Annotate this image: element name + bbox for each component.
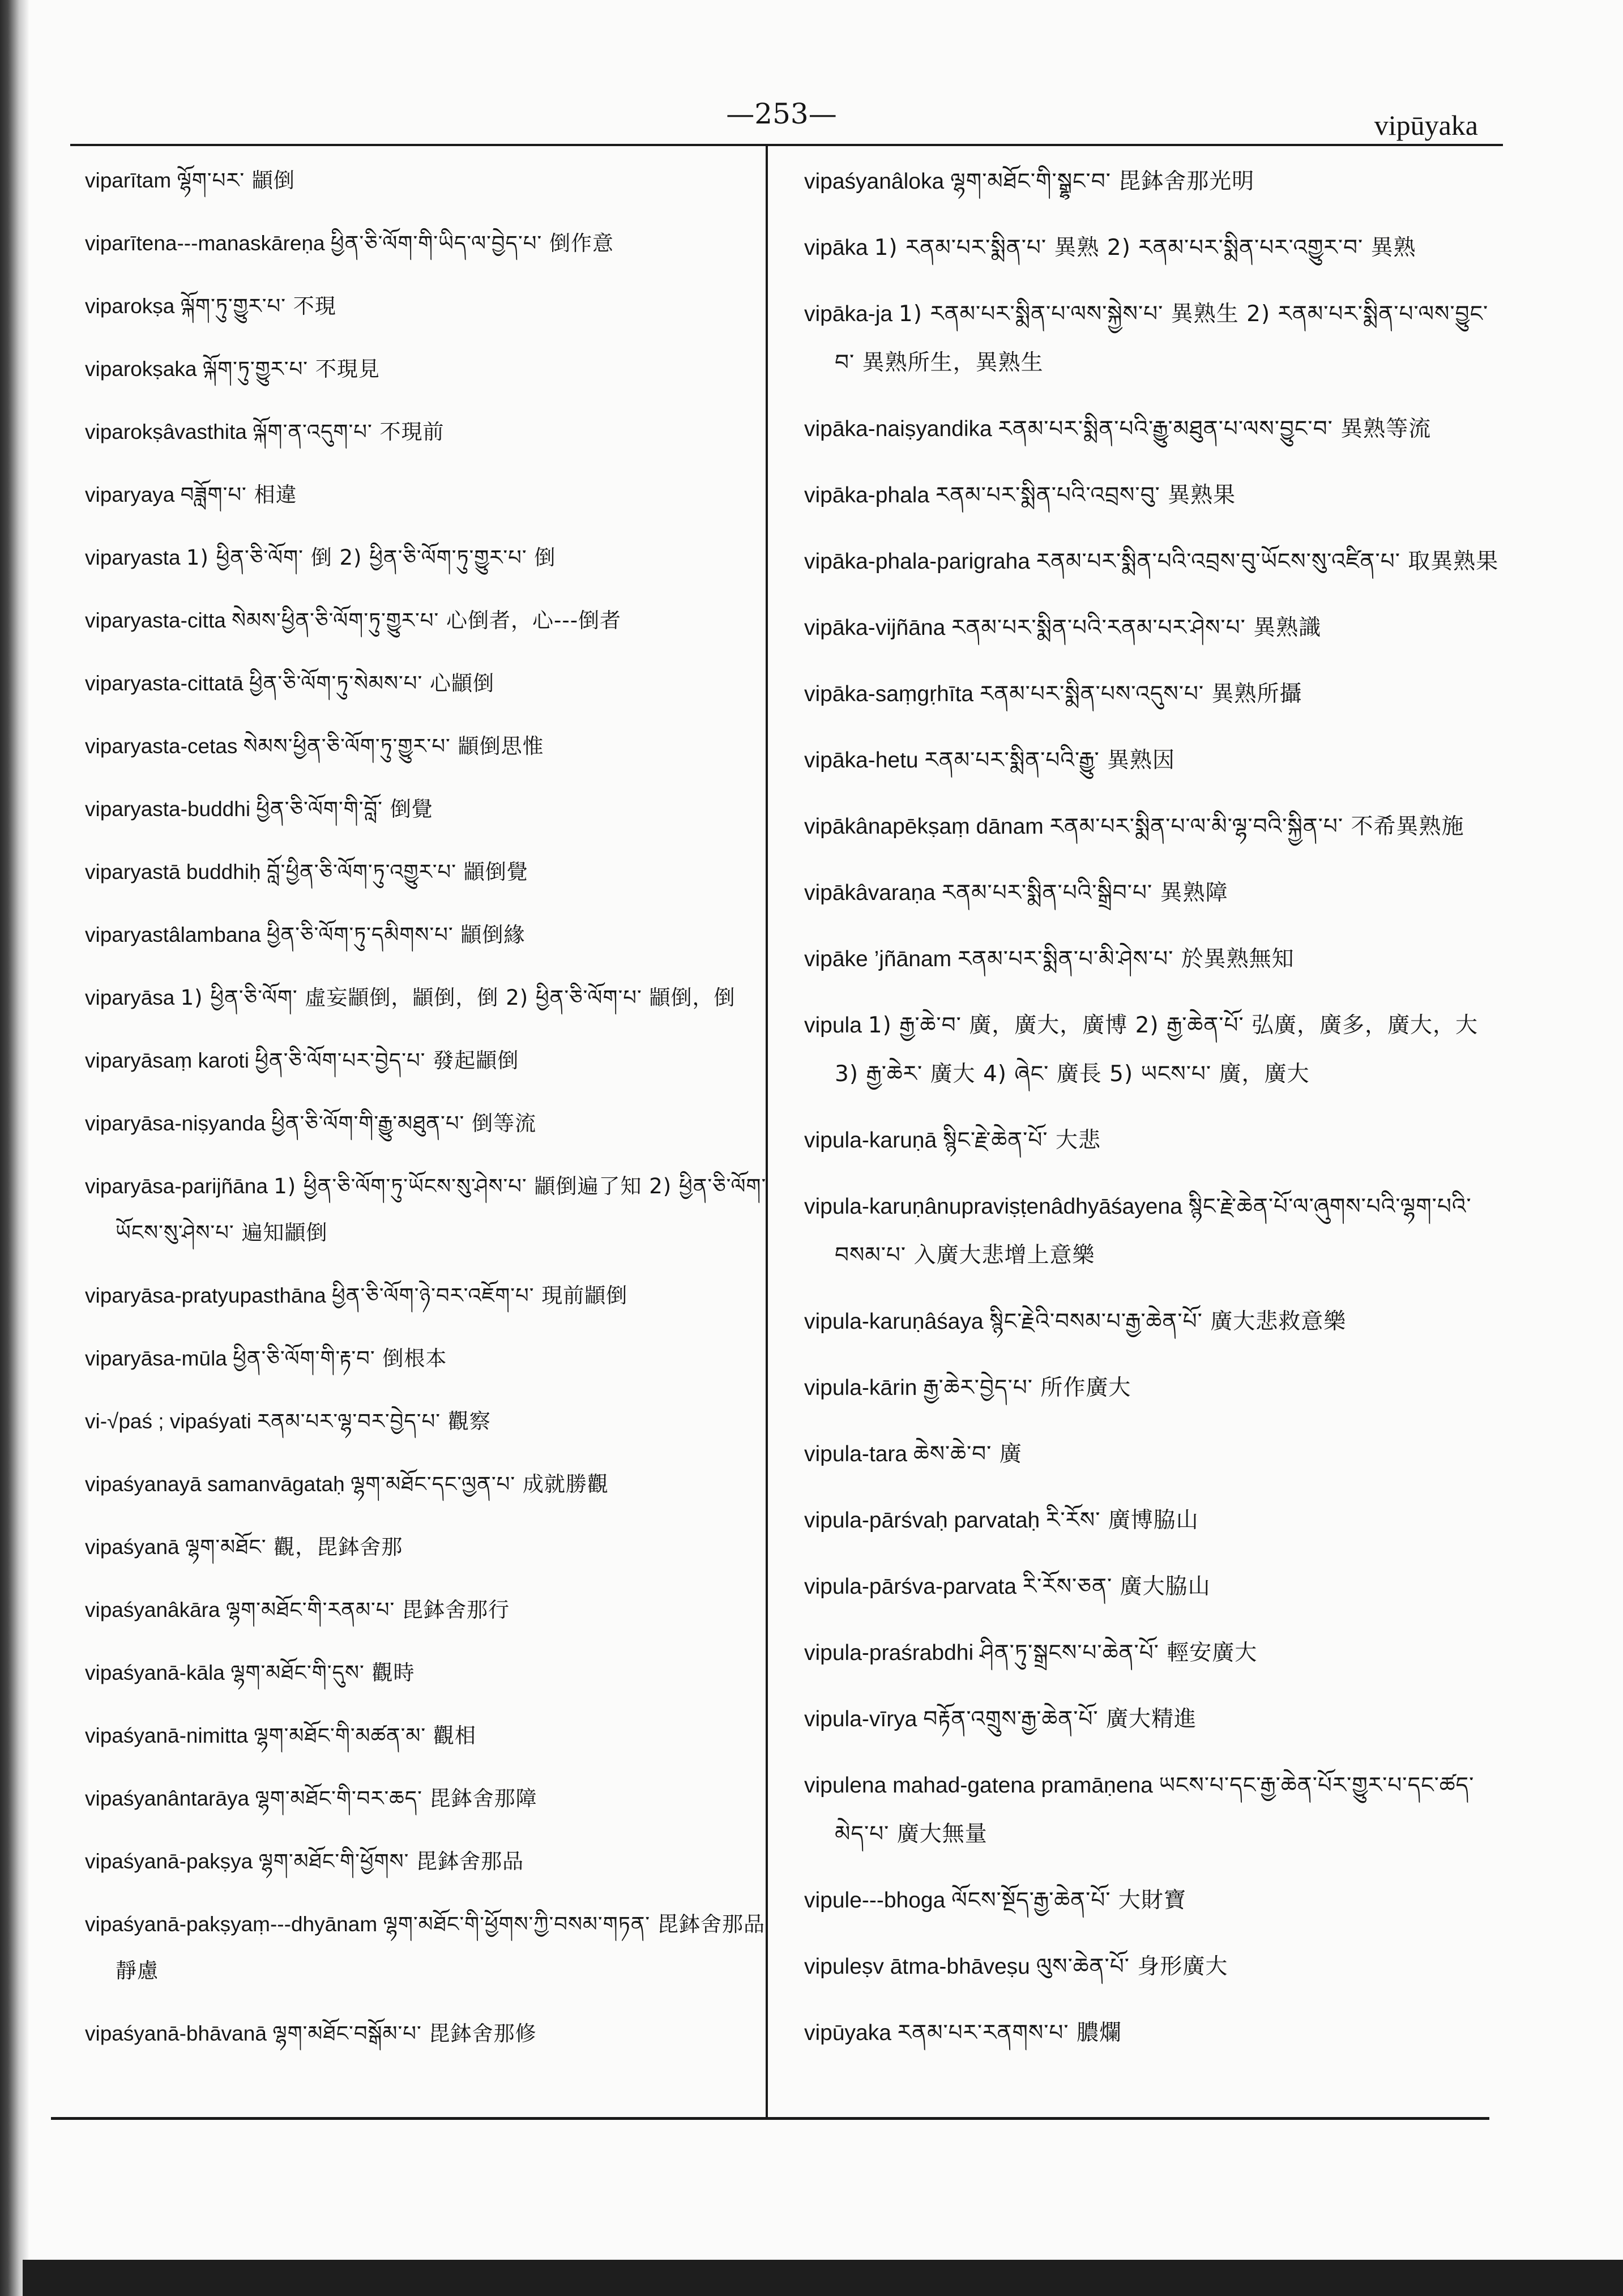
entry-gloss: 1) ཕྱིན་ཅི་ལོག་ 倒 2) ཕྱིན་ཅི་ལོག་ཏུ་གྱུར་པ་ 倒 (186, 545, 556, 570)
entry-gloss: ཕྱིན་ཅི་ལོག་ཏུ་དམིགས་པ་ 顓倒緣 (266, 923, 526, 947)
entry-gloss: ཕྱིན་ཅི་ལོག་གི་ཡིད་ལ་བྱེད་པ་ 倒作意 (330, 231, 614, 255)
dictionary-entry (85, 1273, 781, 1319)
entry-gloss: རི་རོས་ 廣博脇山 (1046, 1508, 1199, 1533)
entry-headword: vipaśyanā-pakṣyaṃ---dhyānam (85, 1913, 378, 1936)
entry-gloss: རནམ་པར་སྨིན་པའི་སྒྲིབ་པ་ 異熟障 (941, 880, 1228, 906)
entry-headword: vipāka-phala-parigraha (804, 549, 1030, 574)
entry-headword: vipāka-saṃgṛhīta (804, 682, 974, 706)
entry-headword: viparyasta (85, 546, 181, 569)
entry-gloss: ལྷག་མཐོང་གི་རནམ་པ་ 毘鉢舍那行 (225, 1598, 510, 1622)
entry-headword: vipula-tara (804, 1442, 908, 1466)
dictionary-entry (804, 604, 1501, 652)
entry-headword: viparītena---manaskāreṇa (85, 232, 325, 255)
dictionary-entry (85, 157, 781, 204)
entry-headword: viparyastā buddhiḥ (85, 860, 261, 884)
entry-headword: vipaśyanayā samanvāgataḥ (85, 1473, 345, 1496)
entry-headword: vipāka-phala (804, 483, 930, 507)
entry-gloss: སེམས་ཕྱིན་ཅི་ལོག་ཏུ་གྱུར་པ་ 心倒者，心---倒者 (232, 608, 622, 633)
entry-gloss: ཤིན་ཏུ་སྒྲངས་པ་ཆེན་པོ་ 輕安廣大 (980, 1640, 1258, 1666)
dictionary-entry (85, 1398, 781, 1445)
entry-gloss: སེམས་ཕྱིན་ཅི་ལོག་ཏུ་གྱུར་པ་ 顓倒思惟 (243, 734, 544, 758)
entry-headword: viparokṣaka (85, 357, 197, 381)
entry-gloss: རནམ་པར་སྨིན་པ་ལ་མི་ལྷ་བའི་སྐྱིན་པ་ 不希異熟施 (1049, 814, 1464, 839)
entry-headword: vipaśyanā (85, 1535, 180, 1559)
entry-gloss: ལྷག་མཐོང་གི་སྒྷང་བ་ 毘鉢舍那光明 (950, 169, 1255, 194)
entry-headword: vipulena mahad-gatena pramāṇena (804, 1773, 1153, 1798)
dictionary-entry (85, 535, 781, 581)
entry-headword: viparyāsa-niṣyanda (85, 1112, 266, 1135)
entry-headword: vipula (804, 1013, 862, 1038)
bottom-rule (51, 2117, 1489, 2120)
dictionary-entry (804, 736, 1501, 785)
entry-gloss: བརྟོན་འགྲུས་རྒྱ་ཆེན་པོ་ 廣大精進 (923, 1706, 1197, 1732)
dictionary-entry (804, 1943, 1501, 1991)
dictionary-entry (804, 869, 1501, 917)
dictionary-entry (85, 2011, 781, 2057)
entry-headword: vipāke ’jñānam (804, 947, 952, 971)
entry-gloss: ལྐོག་ན་འདུག་པ་ 不現前 (253, 420, 445, 444)
dictionary-entry (85, 1163, 781, 1256)
dictionary-entry (85, 1776, 781, 1822)
dictionary-entry (804, 1116, 1501, 1165)
entry-gloss: ཕྱིན་ཅི་ལོག་གི་བློ་ 倒覺 (256, 797, 433, 821)
entry-headword: viparyāsa-parijñāna (85, 1175, 268, 1198)
entry-gloss: 1) རྒྱ་ཆེ་བ་ 廣，廣大，廣博 2) རྒྱ་ཆེན་པོ་ 弘廣，廣多，廣大，大 3) རྒྱ་ཆེར་ 廣大 4) ཞེང་ 廣長 5) ཡངས་པ་ 廣，廣大 (835, 1013, 1479, 1087)
entry-gloss: རནམ་པར་ལྷ་བར་བྱེད་པ་ 觀察 (257, 1409, 491, 1433)
dictionary-entry (85, 1335, 781, 1382)
dictionary-entry (804, 1430, 1501, 1479)
entry-gloss: རནམ་པར་རནགས་པ་ 膿爛 (897, 2020, 1122, 2046)
entry-gloss: རནམ་པར་སྨིན་པའི་རྒྱུ་མཐུན་པ་ལས་བྱུང་བ་ 異熟等流 (998, 416, 1432, 442)
dictionary-entry (804, 471, 1501, 520)
entry-headword: viparyāsa (85, 986, 175, 1009)
entry-gloss: སྙིང་རྗེའི་བསམ་པ་རྒྱ་ཆེན་པོ་ 廣大悲救意樂 (989, 1309, 1347, 1334)
entry-headword: vipula-karuṇā (804, 1128, 937, 1153)
running-head: vipūyaka (1374, 109, 1478, 141)
entry-gloss: ཕྱིན་ཅི་ལོག་པར་བྱེད་པ་ 發起顓倒 (255, 1048, 519, 1073)
entry-headword: vipule---bhoga (804, 1888, 946, 1913)
entry-headword: vipūyaka (804, 2021, 891, 2045)
entry-headword: vipaśyanā-nimitta (85, 1724, 248, 1747)
scan-shadow-bottom (23, 2260, 1623, 2296)
entry-gloss: ལྷག་མཐོང་གི་ཕྱོགས་ཀྱི་བསམ་གཏན་ 毘鉢舍那品靜慮 (116, 1912, 765, 1983)
entry-headword: vipula-vīrya (804, 1707, 917, 1731)
entry-gloss: ལྷག་མཐོང་ 觀，毘鉢舍那 (185, 1535, 403, 1559)
dictionary-entry (85, 1524, 781, 1571)
entry-gloss: རནམ་པར་སྨིན་པའི་འབྲས་བུ་ 異熟果 (936, 483, 1236, 508)
entry-gloss: ལྷག་མཐོང་གི་བར་ཆད་ 毘鉢舍那障 (255, 1786, 537, 1811)
dictionary-entry (85, 975, 781, 1021)
entry-headword: viparyāsa-pratyupasthāna (85, 1284, 326, 1307)
entry-headword: vipula-karuṇâśaya (804, 1309, 984, 1334)
entry-headword: viparokṣa (85, 295, 175, 318)
entry-headword: vipula-pārśvaḥ parvataḥ (804, 1508, 1040, 1533)
entry-headword: vipaśyanā-kāla (85, 1661, 225, 1684)
dictionary-entry (85, 849, 781, 895)
dictionary-entry (85, 660, 781, 707)
entry-headword: viparītam (85, 169, 172, 192)
dictionary-entry (85, 1038, 781, 1084)
dictionary-entry (85, 1587, 781, 1633)
dictionary-entry (804, 803, 1501, 851)
entry-gloss: རྒྱ་ཆེར་བྱེད་པ་ 所作廣大 (923, 1375, 1131, 1401)
entry-headword: viparyasta-citta (85, 609, 226, 632)
dictionary-entry (85, 912, 781, 958)
entry-headword: vipula-praśrabdhi (804, 1641, 974, 1665)
dictionary-entry (85, 1100, 781, 1147)
entry-gloss: རནམ་པར་སྨིན་པའི་རནམ་པར་ཤེས་པ་ 異熟識 (951, 615, 1322, 641)
entry-gloss: ལྷག་མཐོང་གི་དུས་ 觀時 (230, 1661, 415, 1685)
page-number: —253— (726, 97, 837, 130)
entry-headword: viparyaya (85, 483, 175, 506)
scan-shadow-left (0, 0, 29, 2296)
entry-gloss: རནམ་པར་སྨིན་པ་མི་ཤེས་པ་ 於異熟無知 (958, 946, 1295, 972)
entry-headword: viparyāsa-mūla (85, 1347, 227, 1370)
entry-gloss: ལྷག་མཐོང་གི་ཕྱོགས་ 毘鉢舍那品 (258, 1849, 524, 1873)
dictionary-entry (804, 1876, 1501, 1925)
entry-gloss: ཕྱིན་ཅི་ལོག་གི་རྒྱུ་མཐུན་པ་ 倒等流 (271, 1111, 537, 1136)
entry-gloss: 1) ཕྱིན་ཅི་ལོག་ཏུ་ཡོངས་སུ་ཤེས་པ་ 顓倒遍了知 2) ཕྱིན་ཅི་ལོག་ཡོངས་སུ་ཤེས་པ་ 遍知顓倒 (116, 1174, 767, 1245)
entry-gloss: ལྷག་མཐོང་བསྒོམ་པ་ 毘鉢舍那修 (272, 2021, 537, 2046)
dictionary-entry (804, 1629, 1501, 1678)
dictionary-entry (804, 670, 1501, 719)
entry-headword: viparyasta-cetas (85, 735, 238, 758)
dictionary-entry (85, 409, 781, 455)
entry-headword: vipula-karuṇânupraviṣṭenâdhyāśayena (804, 1194, 1182, 1219)
entry-gloss: ཡངས་པ་དང་རྒྱ་ཆེན་པོར་གྱུར་པ་དང་ཚད་མེད་པ་ 廣大無量 (835, 1773, 1475, 1847)
entry-gloss: ལྐོག་ཏུ་གྱུར་པ་ 不現 (180, 294, 336, 318)
dictionary-entry (804, 1563, 1501, 1611)
entry-headword: viparyasta-cittatā (85, 672, 244, 695)
entry-gloss: ལྐོག་ཏུ་གྱུར་པ་ 不現見 (202, 357, 380, 381)
entry-headword: vipaśyanâkāra (85, 1598, 220, 1621)
entry-headword: vipuleṣv ātma-bhāveṣu (804, 1954, 1030, 1979)
entry-headword: vipaśyanā-bhāvanā (85, 2022, 267, 2045)
dictionary-entry (85, 283, 781, 330)
dictionary-entry (85, 723, 781, 770)
dictionary-entry (804, 1364, 1501, 1412)
top-rule (70, 144, 1503, 146)
entry-gloss: སྙིང་རྗེ་ཆེན་པོ་ལ་ཞུགས་པའི་ལྷག་པའི་བསམ་པ་ 入廣大悲增上意樂 (835, 1194, 1472, 1268)
dictionary-entry (85, 472, 781, 518)
entry-headword: vipāka-vijñāna (804, 616, 946, 640)
entry-headword: viparyastâlambana (85, 923, 261, 946)
entry-gloss: ཆེས་ཆེ་བ་ 廣 (913, 1441, 1022, 1467)
entry-gloss: ལྷོག་པར་ 顓倒 (177, 168, 295, 193)
dictionary-entry (804, 935, 1501, 984)
entry-headword: vipaśyanā-pakṣya (85, 1850, 253, 1873)
dictionary-entry (804, 405, 1501, 454)
entry-gloss: 1) རནམ་པར་སྨིན་པ་ 異熟 2) རནམ་པར་སྨིན་པར་འགྱུར་བ་ 異熟 (874, 235, 1416, 261)
entry-gloss: སྙིང་རྗེ་ཆེན་པོ་ 大悲 (942, 1128, 1101, 1153)
entry-gloss: ཕྱིན་ཅི་ལོག་གི་རྟ་བ་ 倒根本 (233, 1346, 447, 1371)
entry-headword: vipāka-naiṣyandika (804, 417, 992, 441)
entry-gloss: ཕྱིན་ཅི་ལོག་ཏུ་སེམས་པ་ 心顓倒 (249, 671, 494, 695)
entry-headword: vipaśyanâloka (804, 169, 945, 194)
dictionary-entry (804, 537, 1501, 586)
entry-gloss: བློ་ཕྱིན་ཅི་ལོག་ཏུ་འགྱུར་པ་ 顓倒覺 (266, 860, 528, 884)
entry-headword: viparyāsaṃ karoti (85, 1049, 249, 1072)
entry-headword: vipāka (804, 236, 868, 260)
entry-headword: vipula-kārin (804, 1376, 917, 1400)
entry-gloss: ཕྱིན་ཅི་ལོག་ཉེ་བར་འཇོག་པ་ 現前顓倒 (332, 1283, 628, 1308)
dictionary-entry (85, 346, 781, 392)
dictionary-entry (804, 1001, 1501, 1099)
entry-headword: vipākânapēkṣaṃ dānam (804, 814, 1044, 839)
entry-headword: vipāka-ja (804, 302, 893, 326)
dictionary-entry (804, 1183, 1501, 1280)
entry-gloss: བཟློག་པ་ 相違 (180, 483, 297, 507)
dictionary-entry (804, 290, 1501, 387)
entry-gloss: རནམ་པར་སྨིན་པའི་འབྲས་བུ་ཡོངས་སུ་འཛིན་པ་ 取異熟果 (1036, 549, 1499, 574)
entry-headword: vipākâvaraṇa (804, 881, 936, 905)
dictionary-entry (85, 786, 781, 833)
entry-gloss: རནམ་པར་སྨིན་པའི་རྒྱུ་ 異熟因 (924, 748, 1176, 773)
entry-gloss: ལུས་ཆེན་པོ་ 身形廣大 (1036, 1954, 1228, 1979)
dictionary-entry (85, 598, 781, 644)
left-column (85, 157, 781, 2073)
entry-headword: viparyasta-buddhi (85, 797, 251, 821)
entry-gloss: རནམ་པར་སྨིན་པས་འདུས་པ་ 異熟所攝 (979, 681, 1302, 707)
entry-gloss: ལྷག་མཐོང་གི་མཚན་མ་ 觀相 (254, 1723, 476, 1748)
right-column (804, 157, 1501, 2075)
dictionary-entry (804, 1496, 1501, 1545)
dictionary-entry (804, 1298, 1501, 1346)
dictionary-entry (804, 1761, 1501, 1859)
dictionary-entry (804, 224, 1501, 272)
entry-headword: vi-√paś ; vipaśyati (85, 1410, 251, 1433)
dictionary-entry (85, 1838, 781, 1885)
entry-gloss: 1) རནམ་པར་སྨིན་པ་ལས་སྐྱེས་པ་ 異熟生 2) རནམ་པར་སྨིན་པ་ལས་བྱུང་བ་ 異熟所生，異熟生 (835, 301, 1489, 375)
dictionary-entry (804, 2009, 1501, 2058)
entry-headword: vipāka-hetu (804, 748, 919, 773)
entry-headword: viparokṣâvasthita (85, 420, 247, 443)
dictionary-entry (804, 157, 1501, 206)
entry-gloss: 1) ཕྱིན་ཅི་ལོག་ 虛妄顓倒，顓倒，倒 2) ཕྱིན་ཅི་ལོག་པ་ 顓倒，倒 (180, 985, 736, 1010)
entry-gloss: ལྷག་མཐོང་དང་ལྱན་པ་ 成就勝觀 (350, 1472, 609, 1496)
entry-headword: vipula-pārśva-parvata (804, 1574, 1017, 1599)
dictionary-entry (85, 1713, 781, 1759)
entry-headword: vipaśyanântarāya (85, 1787, 250, 1810)
dictionary-entry (85, 220, 781, 267)
dictionary-entry (85, 1461, 781, 1508)
entry-gloss: ལོངས་སྔོད་རྒྱ་ཆེན་པོ་ 大財寶 (951, 1888, 1186, 1913)
dictionary-entry (85, 1901, 781, 1994)
dictionary-entry (804, 1695, 1501, 1744)
dictionary-entry (85, 1650, 781, 1696)
entry-gloss: རི་རོས་ཅན་ 廣大脇山 (1022, 1574, 1211, 1599)
